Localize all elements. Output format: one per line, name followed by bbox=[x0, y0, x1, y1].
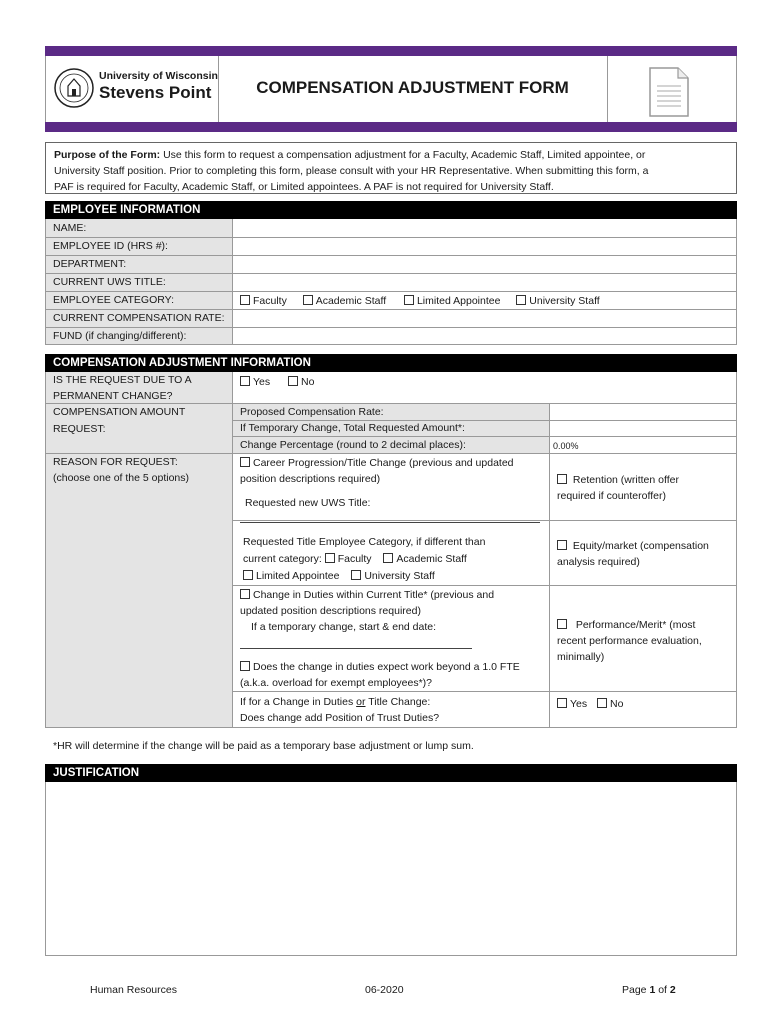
req-cat-limited-option[interactable] bbox=[243, 570, 339, 582]
page-total: 2 bbox=[669, 984, 676, 996]
no-label: No bbox=[300, 376, 315, 388]
new-title-line[interactable] bbox=[240, 522, 540, 523]
row-line bbox=[45, 327, 737, 328]
faculty-label: Faculty bbox=[337, 553, 372, 565]
checkbox-icon[interactable] bbox=[288, 376, 298, 386]
change-pct-label: Change Percentage (round to 2 decimal places): bbox=[240, 439, 466, 451]
yes-label: Yes bbox=[570, 698, 588, 710]
checkbox-icon[interactable] bbox=[240, 589, 250, 599]
form-title: COMPENSATION ADJUSTMENT FORM bbox=[256, 78, 569, 97]
checkbox-icon[interactable] bbox=[597, 698, 607, 708]
purpose-line1: Use this form to request a compensation adjustment for a Faculty, Academic Staff, Limited appointee, or bbox=[160, 149, 646, 161]
fte-label: Does the change in duties expect work beyond a 1.0 FTE bbox=[253, 661, 520, 673]
footer-page bbox=[622, 982, 676, 998]
fte-option[interactable] bbox=[240, 659, 520, 675]
checkbox-icon[interactable] bbox=[557, 474, 567, 484]
reason-label-l1: REASON FOR REQUEST: bbox=[53, 456, 178, 468]
trust-or: or bbox=[356, 696, 366, 708]
row-line bbox=[232, 520, 737, 521]
checkbox-icon[interactable] bbox=[351, 570, 361, 580]
performance-option[interactable] bbox=[557, 617, 695, 633]
checkbox-icon[interactable] bbox=[240, 376, 250, 386]
employee-category-options bbox=[240, 293, 600, 309]
career-label-l2: position descriptions required) bbox=[240, 473, 381, 485]
footer-left: Human Resources bbox=[90, 984, 177, 996]
checkbox-icon[interactable] bbox=[557, 698, 567, 708]
amount-label-l1: COMPENSATION AMOUNT bbox=[53, 406, 186, 418]
career-option[interactable] bbox=[240, 455, 514, 471]
row-line bbox=[232, 691, 737, 692]
checkbox-icon[interactable] bbox=[404, 295, 414, 305]
university-seal-icon bbox=[53, 66, 95, 110]
page-prefix: Page bbox=[622, 984, 650, 996]
purpose-line3: PAF is required for Faculty, Academic Staff, or Limited appointees. A PAF is not required for University Staff. bbox=[54, 181, 554, 193]
yes-label: Yes bbox=[253, 376, 271, 388]
checkbox-icon[interactable] bbox=[243, 570, 253, 580]
category-limited-option[interactable] bbox=[404, 295, 500, 307]
employee-row-label: EMPLOYEE CATEGORY: bbox=[53, 294, 174, 306]
university-logo bbox=[53, 66, 218, 110]
fte-label-l2: (a.k.a. overload for exempt employees*)? bbox=[240, 677, 433, 689]
justification-textarea[interactable] bbox=[45, 782, 737, 956]
employee-row-label: EMPLOYEE ID (HRS #): bbox=[53, 240, 168, 252]
temp-amount-label: If Temporary Change, Total Requested Amount*: bbox=[240, 422, 465, 434]
category-university-option[interactable] bbox=[516, 295, 599, 307]
row-line bbox=[45, 309, 737, 310]
bottom-purple-bar bbox=[45, 122, 737, 132]
new-title-label: Requested new UWS Title: bbox=[245, 497, 371, 509]
top-purple-bar bbox=[45, 46, 737, 56]
comp-col-divider-1 bbox=[232, 372, 233, 728]
category-academic-option[interactable] bbox=[303, 295, 386, 307]
trust-no-option[interactable] bbox=[597, 698, 623, 710]
checkbox-icon[interactable] bbox=[303, 295, 313, 305]
category-limited-label: Limited Appointee bbox=[416, 295, 501, 307]
page-num: 1 bbox=[649, 984, 656, 996]
permanent-label-l2: PERMANENT CHANGE? bbox=[53, 390, 173, 402]
retention-label-l2: required if counteroffer) bbox=[557, 490, 666, 502]
category-academic-label: Academic Staff bbox=[315, 295, 387, 307]
checkbox-icon[interactable] bbox=[557, 619, 567, 629]
employee-row-label: FUND (if changing/different): bbox=[53, 330, 187, 342]
amount-label-l2: REQUEST: bbox=[53, 423, 106, 435]
employee-row-label: CURRENT UWS TITLE: bbox=[53, 276, 166, 288]
duties-dates-line[interactable] bbox=[240, 648, 472, 649]
employee-row-label: CURRENT COMPENSATION RATE: bbox=[53, 312, 225, 324]
req-cat-university-option[interactable] bbox=[351, 570, 434, 582]
university-label: University Staff bbox=[364, 570, 435, 582]
checkbox-icon[interactable] bbox=[516, 295, 526, 305]
compensation-info-heading: COMPENSATION ADJUSTMENT INFORMATION bbox=[45, 354, 737, 372]
trust-label-l2: Does change add Position of Trust Duties? bbox=[240, 712, 440, 724]
duties-label-l2: updated position descriptions required) bbox=[240, 605, 421, 617]
permanent-no-option[interactable] bbox=[288, 376, 314, 388]
req-cat-academic-option[interactable] bbox=[383, 553, 466, 565]
employee-info-heading: EMPLOYEE INFORMATION bbox=[45, 201, 737, 219]
employee-row-label: DEPARTMENT: bbox=[53, 258, 127, 270]
checkbox-icon[interactable] bbox=[240, 295, 250, 305]
document-icon bbox=[648, 66, 690, 118]
limited-label: Limited Appointee bbox=[256, 570, 340, 582]
checkbox-icon[interactable] bbox=[383, 553, 393, 563]
req-cat-options-row1 bbox=[243, 551, 467, 567]
employee-row-field[interactable] bbox=[233, 327, 736, 345]
permanent-options bbox=[240, 374, 314, 390]
justification-heading: JUSTIFICATION bbox=[45, 764, 737, 782]
category-university-label: University Staff bbox=[529, 295, 600, 307]
performance-label-l3: minimally) bbox=[557, 651, 605, 663]
reason-label-l2: (choose one of the 5 options) bbox=[53, 472, 190, 484]
checkbox-icon[interactable] bbox=[240, 661, 250, 671]
performance-label-l2: recent performance evaluation, bbox=[557, 635, 702, 647]
equity-option[interactable] bbox=[557, 538, 709, 554]
purpose-label: Purpose of the Form: bbox=[54, 149, 161, 161]
row-line bbox=[45, 255, 737, 256]
duties-option[interactable] bbox=[240, 587, 494, 603]
trust-label-l1 bbox=[240, 694, 430, 710]
employee-row-label: NAME: bbox=[53, 222, 87, 234]
purpose-line2: University Staff position. Prior to completing this form, please consult with your HR Representative. When submitting this form, a bbox=[54, 165, 649, 177]
category-faculty-option[interactable] bbox=[240, 295, 287, 307]
trust-options bbox=[557, 696, 623, 712]
proposed-rate-label: Proposed Compensation Rate: bbox=[240, 406, 384, 418]
employee-row-field[interactable] bbox=[233, 255, 736, 273]
retention-option[interactable] bbox=[557, 472, 679, 488]
employee-row-field[interactable] bbox=[233, 273, 736, 291]
change-pct-value[interactable]: 0.00% bbox=[553, 441, 579, 451]
category-faculty-label: Faculty bbox=[253, 295, 287, 307]
req-cat-label-l1: Requested Title Employee Category, if different than bbox=[243, 536, 486, 548]
performance-label: Performance/Merit* (most bbox=[575, 619, 696, 631]
duties-label-l3: If a temporary change, start & end date: bbox=[251, 621, 437, 633]
trust-yes-option[interactable] bbox=[557, 698, 587, 710]
logo-line1: University of Wisconsin bbox=[99, 70, 218, 82]
employee-row-field[interactable] bbox=[233, 309, 736, 327]
employee-row-field[interactable] bbox=[233, 237, 736, 255]
req-cat-options-row2 bbox=[243, 568, 435, 584]
row-line bbox=[45, 237, 737, 238]
checkbox-icon[interactable] bbox=[240, 457, 250, 467]
career-label: Career Progression/Title Change (previous and updated bbox=[253, 457, 514, 469]
equity-label: Equity/market (compensation bbox=[572, 540, 709, 552]
page-mid: of bbox=[655, 984, 670, 996]
req-cat-label-l2: current category: bbox=[243, 553, 322, 565]
checkbox-icon[interactable] bbox=[325, 553, 335, 563]
footer-center: 06-2020 bbox=[365, 984, 404, 996]
header-divider-right bbox=[607, 56, 608, 122]
logo-line2: Stevens Point bbox=[99, 83, 212, 102]
purpose-box bbox=[45, 142, 737, 194]
permanent-yes-option[interactable] bbox=[240, 376, 270, 388]
row-line bbox=[232, 585, 737, 586]
trust-text-b: Title Change: bbox=[365, 696, 431, 708]
retention-label: Retention (written offer bbox=[572, 474, 679, 486]
equity-label-l2: analysis required) bbox=[557, 556, 640, 568]
employee-row-field[interactable] bbox=[233, 219, 736, 237]
footnote: *HR will determine if the change will be paid as a temporary base adjustment or lump sum. bbox=[53, 740, 474, 752]
academic-label: Academic Staff bbox=[396, 553, 467, 565]
duties-label: Change in Duties within Current Title* (previous and bbox=[253, 589, 495, 601]
comp-col-divider-2 bbox=[549, 403, 550, 728]
trust-text-a: If for a Change in Duties bbox=[240, 696, 357, 708]
checkbox-icon[interactable] bbox=[557, 540, 567, 550]
req-cat-faculty-option[interactable] bbox=[325, 553, 372, 565]
row-line bbox=[45, 273, 737, 274]
permanent-label-l1: IS THE REQUEST DUE TO A bbox=[53, 374, 192, 386]
row-line bbox=[45, 291, 737, 292]
no-label: No bbox=[609, 698, 624, 710]
